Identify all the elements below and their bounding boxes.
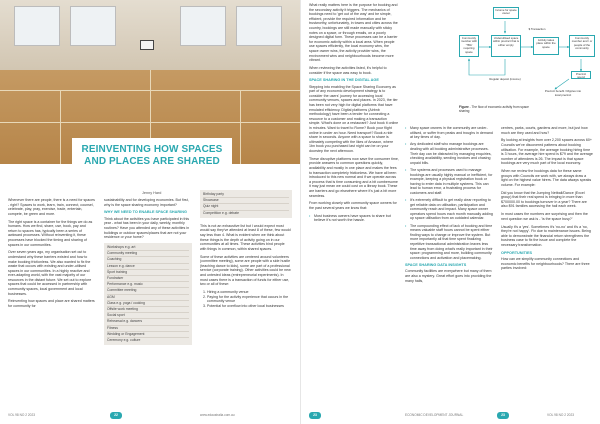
paragraph: Did you know that the Jumping Netball/Dance (Excel group) that their real spend is bringing in more than $700000.00 to bookings turnover in a year? There are also $91 families accessing the hall each week. [501,190,587,209]
paragraph: This is not an exhaustive list but I would expect most would say they've attended at least 8 of these, few would say less than 4. What is evident when we think about these things is the depth of activity going on in our communities at all times. These activities bind people with things in common, within shared spaces. [200,223,291,251]
funds-list [200,290,292,308]
paragraph: centres, parks, courts, gardens and more, but just how much are they used and how? [501,126,588,135]
section-heading: OPPORTUNITIES [501,250,533,255]
activity-item: AGM [107,295,189,301]
paragraph: Over seven years ago, my organisation set out to understand why these barriers existed and how to make booking frictionless. We also wanted to fix the waste that occurs with existing and under-utilised spaces in our communities. In a highly reactive and ever-adapting world, with the vast majority of our resources in the distant future. We set out to explore spaces that could be accessed in partnership with community spaces, local government and local businesses. [8,250,92,296]
activities-list-b [200,190,292,218]
left-column-1 [8,198,96,312]
diagram-box: Income for space owner [493,7,519,19]
activity-item: Lesson e.g. dance [107,264,189,270]
paragraph: From working closely with community space owners for the past several years we know that: [309,201,397,210]
diagram-box: Community member and / or people of the community [569,35,595,57]
left-column-2 [104,198,192,345]
paragraph: Think about the activities you have participated in this year - what has been in your daily, weekly, monthly routines? Have you attended any of these activities in buildings or outdoor spaces/places that are not your residence or your home? [104,216,190,240]
basketball-hoop [140,40,154,50]
paragraph: sustainability and for developing economies. But first, why is the space sharing economy important? [104,198,189,207]
section-heading: WHY WE NEED TO ENABLE SPACE SHARING [104,210,187,215]
activity-item: Class e.g. yoga / cooking [107,301,189,307]
paragraph: In most cases the numbers are surprising and then the next question we ask is - 'is the space busy?' [501,212,588,221]
figure-caption-text: - The flow of economic activity from space sharing [459,105,529,113]
page-number: 23 [309,412,321,419]
diagram-label: $ Transaction [528,27,546,31]
bullet-item: • The compounding effect of lack of booking and time means valuable staff hours cannot be spent either finding ways to change or improve the system. But more importantly all that time spent finalizing repetitive transactional administration leaves less time away from doing what's really important in their space: programming and more, building community connections and activation and placemaking. [405,224,495,261]
paragraph: By looking at insights from over 2,200 spaces across 60+ Councils we've discovered patterns about booking utilisation. For example, the average booking hiring time is 3 hours, the average hire spend is $79 and the average number of attendees is 26. The impact is that space bookings are very much part of the local economy. [501,138,593,166]
activity-item: Competition e.g. debate [203,210,240,215]
activity-item: Community meeting [107,251,189,257]
hall-window [14,6,60,46]
activity-item: Performance e.g. music [107,282,189,288]
author-name: Jenny Hard [142,191,162,195]
website-link[interactable]: www.edaustralia.com.au [200,413,235,417]
activity-item: Quiz night [203,204,289,210]
activity-item: Wedding or Engagement [107,332,189,338]
page-number: 23 [497,412,509,419]
page-number: 22 [110,412,122,419]
activity-item: Committee meeting [107,288,189,294]
activity-item: Offsite work meeting [107,307,189,313]
activity-item: Birthday party [203,192,289,198]
diagram-box: Underutilised space within precinct that is either empty [491,35,521,57]
activity-item: Fitness [107,326,189,332]
hall-window [180,6,226,46]
court-line [60,90,61,164]
paragraph: Some of these activities are centered around volunteers (committee meeting), some are people with a side hustle (teaching dance to kids), some are part of a professional service (corporate training). Other activities could be new and untested ideas (entrepreneurial experiments). In most cases there is a transaction of funds for either use, two or all of these: [200,254,291,287]
list-item: 2. Paying for the activity experience that occurs in the community venue [207,295,292,304]
bullet-item: • Any dedicated staff who manage bookings are dealing with all booking administrative processes. Their day can be distracted by managing enquiries, checking availability, sending invoices and chasing unpaid bills. [405,142,495,165]
paragraph: When reviewing the activities listed, it's helpful to consider if the space was easy to book. [309,65,387,75]
bullet-item: • Most business owners have spaces to share but believe it's not worth the hassle. [309,214,399,223]
right-footer [301,412,600,420]
activity-item: Workshops e.g. art [107,245,189,251]
activity-item: Ceremony e.g. culture [107,337,141,342]
court-line [240,90,241,164]
economic-flow-diagram [459,3,597,123]
bullet-item: • The systems and processes used to manage bookings are usually highly manual or inefficient, for example, keeping a physical registration book or having to enter data in multiple systems. This can lead to human error, a frustrating process for customers and staff. [405,168,495,196]
left-footer [0,412,300,420]
paragraph: What really matters here is the purpose for booking and the secondary activity it triggers. The mechanics of bookings need to 'get out of the way' and be simple, efficient, provide the required information and be trustworthy, unfortunately, in towns and cities across the country, bookings are still made manually with sticky notes on a space, or through emails, on a poorly designed digital form. These processes can be a barrier for economic activity within a local area. When people use spaces efficiently, the local economy wins, the space owner wins, the activity provider wins, the environment wins and neighbourhoods become more vibrant. [309,3,398,63]
article-title: REINVENTING HOW SPACES AND PLACES ARE SHARED [81,144,223,167]
bullet-item: • Many space owners in the community are under-utilised, or suffer from peaks and troughs in demand at key times of day. [405,126,495,140]
list-item: 3. Potential for overflow into other local businesses [207,304,292,309]
hall-window [70,6,116,46]
bullet-list [405,126,495,260]
activity-item: Coaching [107,257,189,263]
figure-caption-label: Figure [459,105,469,109]
article-title-band [72,138,232,186]
section-heading: SPACE SHARING IN THE DIGITAL AGE [309,78,379,83]
journal-name: ECONOMIC DEVELOPMENT JOURNAL [405,413,464,417]
issue-label: VOL 98 NO 2 2023 [547,413,574,417]
activity-item: Sport training [107,270,189,276]
paragraph: How can we simplify community connections and economic benefits for neighbourhoods? There are three parties involved: [501,257,590,271]
hall-wall [0,0,300,70]
right-column-1 [309,3,399,225]
diagram-label: Regular deposit (income) [489,77,521,81]
left-column-3 [200,190,292,308]
issue-label: VOL 98 NO 2 2023 [8,413,35,417]
paragraph: The right space is a container for the things we do as humans. How we find, share, use, book, pay and return to spaces has, typically been a series of awkward processes. Without reinventing it, these processes have blocked the timing and sharing of spaces in our communities. [8,219,93,247]
paragraph: Usually it's a 'yes'. Sometimes it's 'no-no' and it's a 'no, they're not happy'. Fix due to maintenance issues. Being able to demonstrate the financial return strengthens the business case to fix the issue and complete the necessary transformation. [501,224,591,247]
right-page [300,0,600,424]
activities-list-a [104,243,192,345]
activity-item: Rehearsal e.g. dancers [107,319,189,325]
right-column-3 [501,126,593,274]
activity-item: Fundraiser [107,276,189,282]
diagram-label: Precinct benefit / Ripples into local precinct [544,89,582,97]
diagram-box: Community member with 'TBA' requiring space [459,35,479,57]
right-column-2 [405,126,495,286]
bullet-list [309,214,399,223]
paragraph: Stepping into enabling the Space Sharing Economy as part of any economic development strategy is to consider the users' journey for accessing local community venues, spaces and places. In 2023, the tier has been not very high for digital platforms that have emulated efficiency. Digital platforms (Airbnb methodology) have been a tender for connecting a resource to a customer and making a transaction simple. What's done on a restaurant? Just book it online in minutes. Want to travel to Rome? Book your flight online in under an hour. Need transport? Book a ride share in seconds. Anyone with a space to share is ultimately competing with the likes of Amazon, where 1bn book you purchased last night can be on your doorstep the next afternoon. [309,84,399,153]
paragraph: Reinventing how spaces and place are shared matters for community for [8,299,95,309]
paragraph: These disruptive platforms now save the consumer time, provide answers to common questions quickly, availability and mostly in one place and makes the fees to transaction completely frictionless. We have all been introduced to this new normal and if we operate across a process that is time consuming and a bit cumbersome it may just mean we could cost on a library book. These are barriers and go elsewhere where it's just a bit more seamless. [309,156,399,198]
diagram-box: Activity takes place within the space [533,37,559,55]
section-heading: SPACE SHARING DATA INSIGHTS [405,263,467,267]
bullet-item: • It's extremely difficult to get really clear reporting to get reliable data on utilisation, participation and community reach and impact. Many space owner operators spend hours each month manually adding up space utilisation from an outdated calendar. [405,198,495,221]
paragraph: Whenever there are people, there is a need for spaces - right? Spaces to work, learn, train, connect, counsel, celebrate, play, pray, exercise, trade, entertain, compete, be green and more. [8,198,95,216]
activity-item: Social sport [107,313,189,319]
paragraph: When we review the bookings data for these same groups with Councils we work with, we always draw a light on the highest value hirers. The data always speaks volume. For example: [501,169,592,187]
figure-caption [459,105,529,113]
list-item: 1. Hiring a community venue [207,290,292,295]
flow-arrow [555,79,569,89]
diagram-box: Precinct spend [571,71,591,79]
paragraph: Community facilities are everywhere but many of them are also a mystery. Great effort goes into providing the many halls, [405,269,492,283]
flow-arrow [469,59,505,75]
hall-window [236,6,282,46]
activity-item: Showcase [203,198,289,204]
